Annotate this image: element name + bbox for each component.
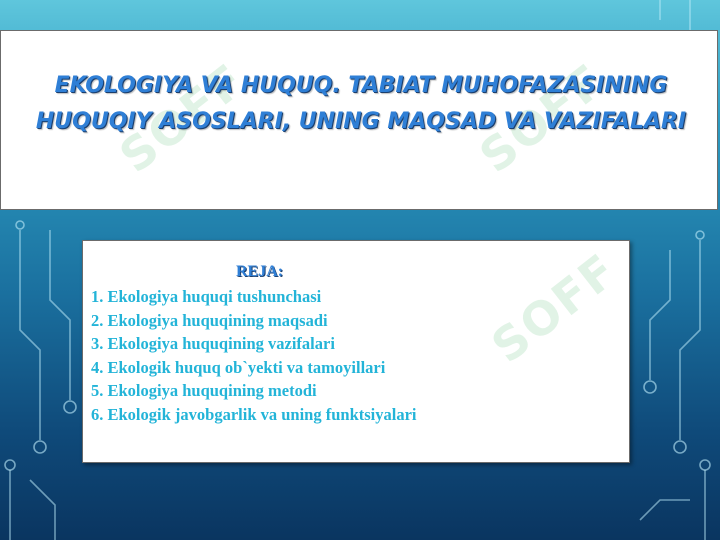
list-item: 1. Ekologiya huquqi tushunchasi [91, 287, 322, 306]
list-item: 3. Ekologiya huquqining vazifalari [91, 334, 335, 354]
list-item: 4. Ekologik huquq ob`yekti va tamoyillari [91, 357, 386, 377]
slide-title: EKOLOGIYA VA HUQUQ. TABIAT MUHOFAZASINING HUQUQIY ASOSLARI, UNING MAQSAD VA VAZIFALARI [35, 73, 687, 134]
watermark: SOFF [469, 52, 616, 184]
list-item: 6. Ekologik javobgarlik va uning funktsiyalari [91, 404, 417, 424]
watermark: SOFF [109, 52, 256, 184]
list-item: 2. Ekologiya huquqining maqsadi [91, 310, 328, 330]
list-item: 5. Ekologiya huquqining metodi [91, 381, 317, 401]
plan-box [82, 240, 630, 463]
watermark: SOFF [481, 242, 628, 374]
plan-heading: REJA: [236, 263, 284, 280]
title-box [0, 30, 718, 210]
plan-list [91, 285, 417, 427]
